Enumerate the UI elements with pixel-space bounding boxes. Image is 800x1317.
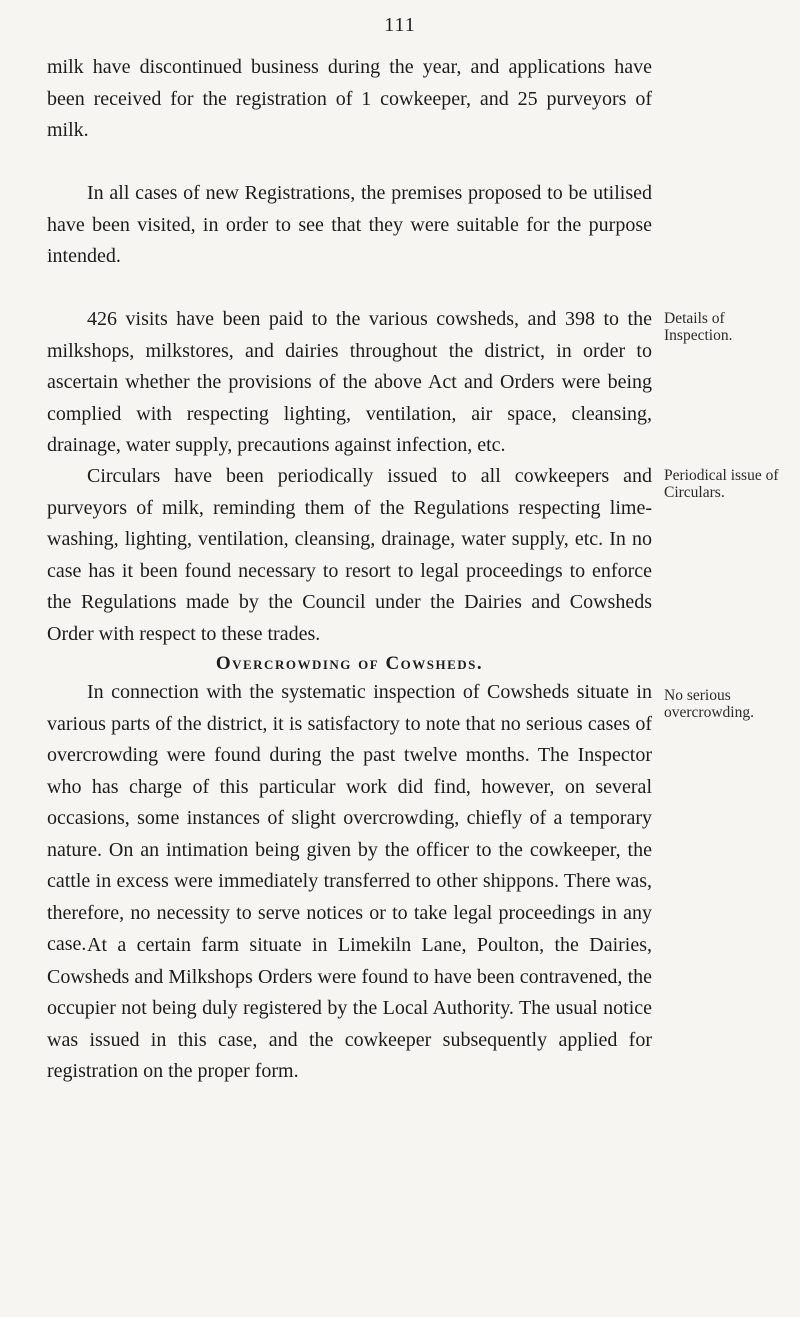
- paragraph-inspection-visits: 426 visits have been paid to the various cowsheds, and 398 to the milkshops, milkstores, and dairies throughout the district, in order to ascertain whether the provisions of the above Act and Orders were being complied with respecting lighting, ventilation, air space, cleansing, drainage, water supply, precautions against infection, etc.: [47, 308, 652, 456]
- margin-note-no-serious-overcrowding: No serious overcrowding.: [664, 687, 754, 721]
- margin-note-details-of-inspection: Details of Inspection.: [664, 310, 733, 344]
- paragraph-registrations-summary: milk have discontinued business during the year, and applications have been received for the registration of 1 cowkeeper, and 25 purveyors of milk.: [47, 56, 652, 141]
- paragraph-limekiln-lane: At a certain farm situate in Limekiln Lane, Poulton, the Dairies, Cowsheds and Milkshops Orders were found to have been contravened, the occupier not being duly registered by the Local Authority. The usual notice was issued in this case, and the cowkeeper subsequently applied for registration on the proper form.: [47, 934, 652, 1082]
- margin-note-periodical-issue: Periodical issue of Circulars.: [664, 467, 779, 501]
- paragraph-overcrowding: In connection with the systematic inspection of Cowsheds situate in various parts of the district, it is satisfactory to note that no serious cases of overcrowding were found during the past twelve months. The Inspector who has charge of this particular work did find, however, on several occasions, some instances of slight overcrowding, chiefly of a temporary nature. On an intimation being given by the officer to the cowkeeper, the cattle in excess were immediately transferred to other shippons. There was, therefore, no necessity to serve notices or to take legal proceedings in any case.: [47, 681, 652, 955]
- page-number: 111: [384, 14, 416, 36]
- section-heading-overcrowding: Overcrowding of Cowsheds.: [215, 653, 484, 674]
- paragraph-circulars: Circulars have been periodically issued to all cowkeepers and purveyors of milk, reminding them of the Regulations respecting lime-washing, lighting, ventilation, cleansing, drainage, water supply, etc. In no case has it been found necessary to resort to legal proceedings to enforce the Regulations made by the Council under the Dairies and Cowsheds Order with respect to these trades.: [47, 465, 652, 645]
- paragraph-new-registrations: In all cases of new Registrations, the premises proposed to be utilised have been visited, in order to see that they were suitable for the purpose intended.: [47, 182, 652, 267]
